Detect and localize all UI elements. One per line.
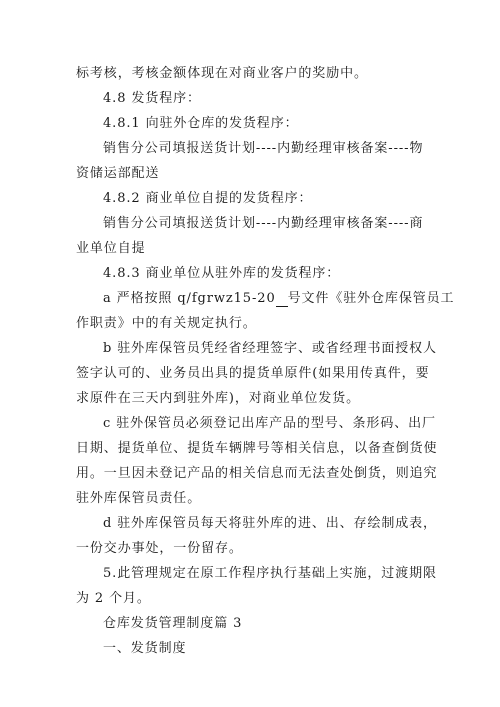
subsection-heading: 4.8.3 商业单位从驻外库的发货程序： xyxy=(103,266,341,281)
paragraph-line: 用。一旦因未登记产品的相关信息而无法查处倒货，则追究 xyxy=(76,466,438,481)
paragraph-line xyxy=(103,290,454,308)
subsection-heading: 4.8.1 向驻外仓库的发货程序： xyxy=(103,116,299,131)
paragraph-line: b 驻外库保管员凭经省经理签字、或省经理书面授权人 xyxy=(103,341,437,356)
paragraph-line: c 驻外保管员必须登记出库产品的型号、条形码、出厂 xyxy=(103,416,436,431)
subsection-heading: 4.8.2 商业单位自提的发货程序： xyxy=(103,191,313,206)
paragraph-line: 求原件在三天内到驻外库)，对商业单位发货。 xyxy=(76,391,360,406)
text-run: 号文件《驻外仓库保管员工 xyxy=(287,291,455,306)
paragraph-line: 一份交办事处，一份留存。 xyxy=(76,541,243,556)
text-run: a 严格按照 q/fgrwz15-20 xyxy=(103,291,276,306)
paragraph-line: 签字认可的、业务员出具的提货单原件(如果用传真件，要 xyxy=(76,366,430,381)
paragraph-line: 销售分公司填报送货计划----内勤经理审核备案----物 xyxy=(103,141,424,156)
blank-underline xyxy=(276,292,288,307)
section-heading: 一、发货制度 xyxy=(103,641,187,656)
document-title: 仓库发货管理制度篇 3 xyxy=(103,616,243,631)
section-heading: 4.8 发货程序： xyxy=(103,91,201,106)
paragraph-line: d 驻外库保管员每天将驻外库的进、出、存绘制成表， xyxy=(103,516,437,531)
paragraph-line: 为 2 个月。 xyxy=(76,591,151,606)
paragraph-line: 日期、提货单位、提货车辆牌号等相关信息，以备查倒货使 xyxy=(76,441,438,456)
paragraph-line: 销售分公司填报送货计划----内勤经理审核备案----商 xyxy=(103,216,424,231)
paragraph-line: 作职责》中的有关规定执行。 xyxy=(76,316,257,331)
paragraph-line: 资储运部配送 xyxy=(76,166,160,181)
paragraph-line: 驻外库保管员责任。 xyxy=(76,491,202,506)
paragraph-line: 5.此管理规定在原工作程序执行基础上实施，过渡期限 xyxy=(103,566,437,581)
paragraph-line: 业单位自提 xyxy=(76,241,146,256)
paragraph-line: 标考核，考核金额体现在对商业客户的奖励中。 xyxy=(76,66,368,81)
